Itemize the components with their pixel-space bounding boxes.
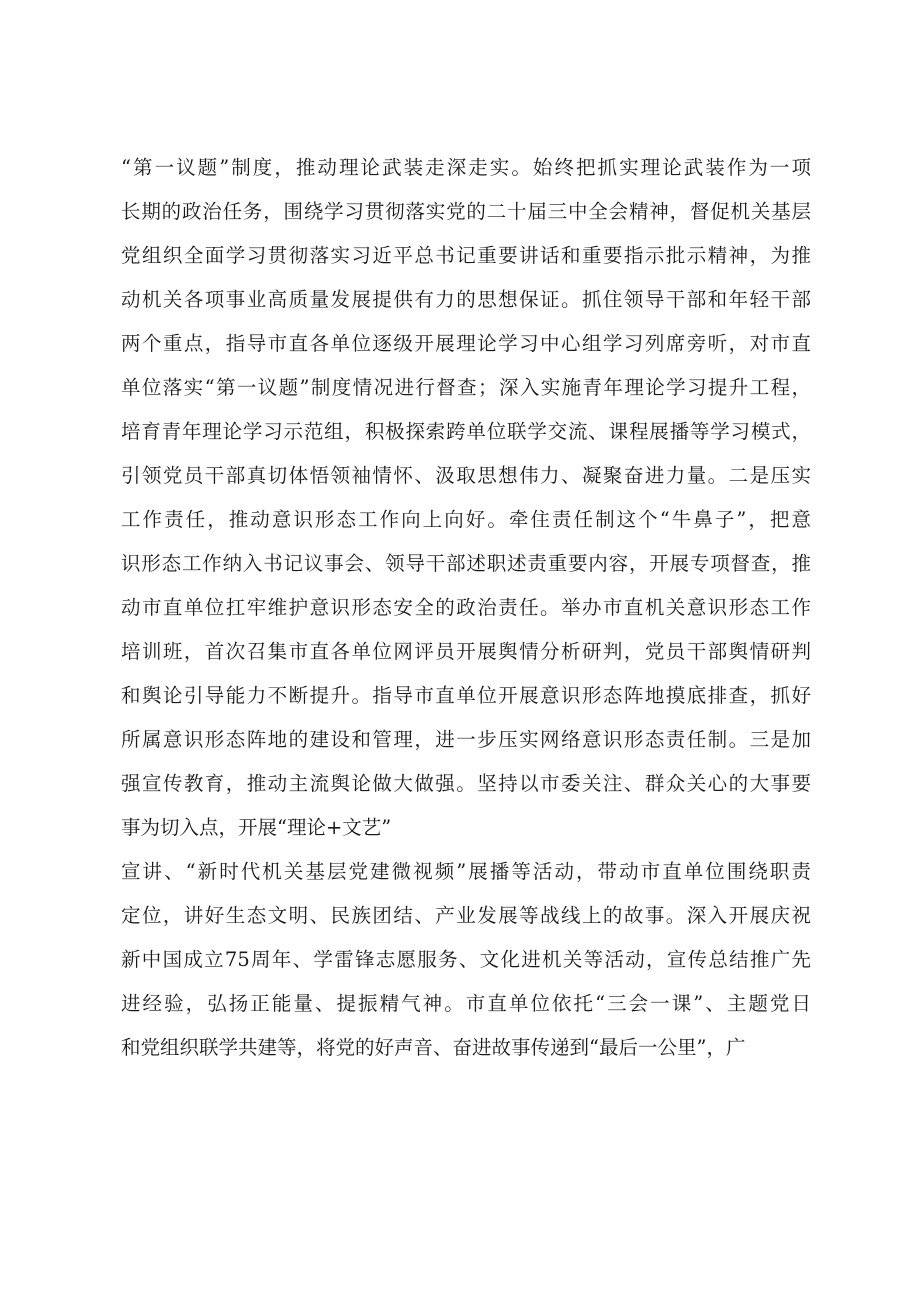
paragraph-line: 和舆论引导能力不断提升。指导市直单位开展意识形态阵地摸底排查，抓好 [121, 684, 811, 707]
paragraph-line: 动市直单位扛牢维护意识形态安全的政治责任。举办市直机关意识形态工作 [121, 596, 811, 619]
paragraph-line: 强宣传教育，推动主流舆论做大做强。坚持以市委关注、群众关心的大事要 [121, 772, 811, 795]
document-body [121, 146, 811, 1070]
paragraph-line: “第一议题”制度，推动理论武装走深走实。始终把抓实理论武装作为一项 [121, 156, 811, 179]
paragraph-line: 单位落实“第一议题”制度情况进行督查；深入实施青年理论学习提升工程， [121, 376, 811, 399]
paragraph-line: 所属意识形态阵地的建设和管理，进一步压实网络意识形态责任制。三是加 [121, 728, 811, 751]
paragraph-line: 宣讲、“新时代机关基层党建微视频”展播等活动，带动市直单位围绕职责 [121, 860, 811, 883]
paragraph-line: 定位，讲好生态文明、民族团结、产业发展等战线上的故事。深入开展庆祝 [121, 904, 811, 927]
paragraph-line: 和党组织联学共建等，将党的好声音、奋进故事传递到“最后一公里”，广 [121, 1036, 746, 1059]
paragraph-line: 识形态工作纳入书记议事会、领导干部述职述责重要内容，开展专项督查，推 [121, 552, 811, 575]
paragraph-line: 长期的政治任务，围绕学习贯彻落实党的二十届三中全会精神，督促机关基层 [121, 200, 811, 223]
paragraph-line: 事为切入点，开展“理论+文艺” [121, 816, 392, 839]
paragraph-line: 动机关各项事业高质量发展提供有力的思想保证。抓住领导干部和年轻干部 [121, 288, 811, 311]
paragraph-line: 培训班，首次召集市直各单位网评员开展舆情分析研判，党员干部舆情研判 [121, 640, 811, 663]
paragraph-line: 新中国成立75周年、学雷锋志愿服务、文化进机关等活动，宣传总结推广先 [121, 948, 811, 971]
paragraph-line: 引领党员干部真切体悟领袖情怀、汲取思想伟力、凝聚奋进力量。二是压实 [121, 464, 811, 487]
paragraph-line: 党组织全面学习贯彻落实习近平总书记重要讲话和重要指示批示精神，为推 [121, 244, 811, 267]
paragraph-line: 进经验，弘扬正能量、提振精气神。市直单位依托“三会一课”、主题党日 [121, 992, 811, 1015]
paragraph-line: 工作责任，推动意识形态工作向上向好。牵住责任制这个“牛鼻子”，把意 [121, 508, 811, 531]
paragraph-line: 两个重点，指导市直各单位逐级开展理论学习中心组学习列席旁听，对市直 [121, 332, 811, 355]
paragraph-line: 培育青年理论学习示范组，积极探索跨单位联学交流、课程展播等学习模式， [121, 420, 811, 443]
